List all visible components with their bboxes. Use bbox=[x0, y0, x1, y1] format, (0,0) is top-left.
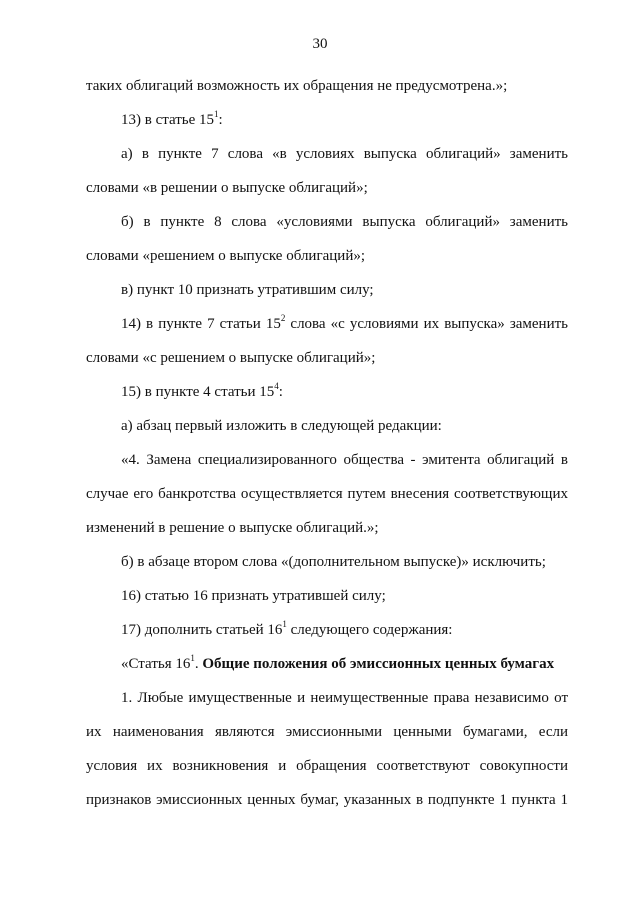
text-line-14: изменений в решение о выпуске облигаций.»; bbox=[86, 520, 379, 536]
text-line-1: таких облигаций возможность их обращения не предусмотрена.»; bbox=[86, 78, 508, 94]
text-line-22: признаков эмиссионных ценных бумаг, указанных в подпункте 1 пункта 1 bbox=[86, 792, 568, 808]
text-line-3: а) в пункте 7 слова «в условиях выпуска облигаций» заменить bbox=[121, 146, 568, 162]
text-line-15: б) в абзаце втором слова «(дополнительном выпуске)» исключить; bbox=[121, 554, 546, 570]
text-line-10: 15) в пункте 4 статьи $15^4$: bbox=[121, 381, 283, 400]
text-line-12: «4. Замена специализированного общества - эмитента облигаций в bbox=[121, 452, 568, 468]
text-line-11: а) абзац первый изложить в следующей редакции: bbox=[121, 418, 442, 434]
text-line-2: 13) в статье $15^1$: bbox=[121, 109, 223, 128]
text-line-6: словами «решением о выпуске облигаций»; bbox=[86, 248, 366, 264]
article-heading: «Статья $16^1$. Общие положения об эмиссионных ценных бумагах bbox=[121, 653, 555, 672]
text-line-4: словами «в решении о выпуске облигаций»; bbox=[86, 180, 368, 196]
text-line-9: словами «с решением о выпуске облигаций»; bbox=[86, 350, 376, 366]
text-line-20: их наименования являются эмиссионными ценными бумагами, если bbox=[86, 724, 568, 740]
text-line-13: случае его банкротства осуществляется путем внесения соответствующих bbox=[86, 486, 568, 502]
text-line-7: в) пункт 10 признать утратившим силу; bbox=[121, 282, 374, 298]
article-heading-title: Общие положения об эмиссионных ценных бумагах bbox=[202, 656, 555, 672]
text-line-19: 1. Любые имущественные и неимущественные права независимо от bbox=[121, 690, 568, 706]
text-line-17: 17) дополнить статьей $16^1$ следующего содержания: bbox=[121, 619, 453, 638]
text-line-5: б) в пункте 8 слова «условиями выпуска облигаций» заменить bbox=[121, 214, 568, 230]
text-line-16: 16) статью 16 признать утратившей силу; bbox=[121, 588, 386, 604]
text-line-8: 14) в пункте 7 статьи $15^2$ слова «с условиями их выпуска» заменить bbox=[121, 313, 569, 332]
page-number: 30 bbox=[312, 36, 328, 52]
text-line-21: условия их возникновения и обращения соответствуют совокупности bbox=[86, 758, 568, 774]
